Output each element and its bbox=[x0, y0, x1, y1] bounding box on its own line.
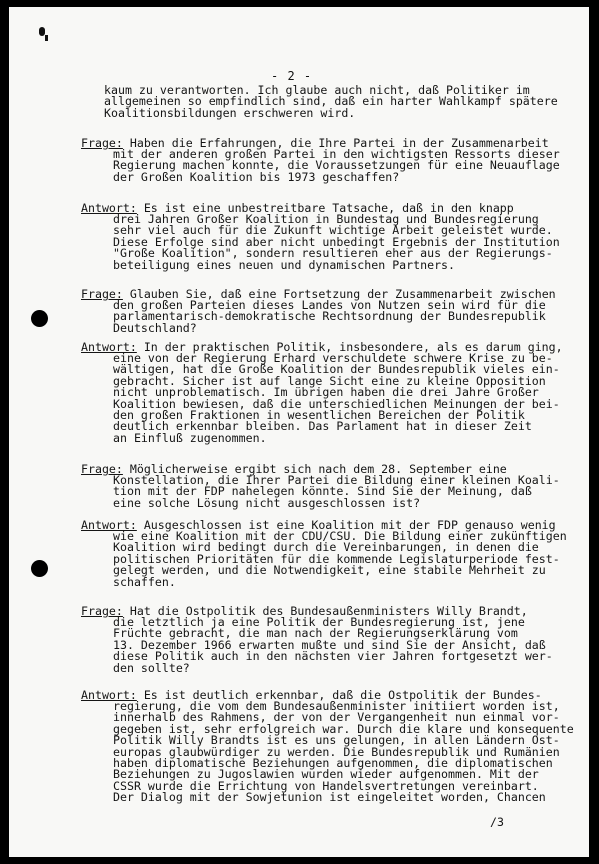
answer-label: Antwort: bbox=[81, 340, 137, 354]
page-number: - 2 - bbox=[271, 69, 313, 83]
answer-label: Antwort: bbox=[81, 201, 137, 215]
question-text: den großen Parteien dieses Landes von Nutzen sein wird für die parlamentarisch-demokratische Rechtsordnung der Bundesrepublik Deutschland? bbox=[113, 298, 546, 335]
document-page: - 2 - kaum zu verantworten. Ich glaube auch nicht, daß Politiker im allgemeinen so empfindlich sind, daß ein harter Wahlkampf spätere Koalitionsbildungen erschweren wird. Frage: Haben die Erfahrungen, die Ihre Partei in der Zusammenarbeit mit der anderen großen Partei in den wichtigsten Ressorts dieser Regierung machen konnte, die Voraussetzungen für eine Neuauflage der Großen Koalition bis 1973 geschaffen? Antwort: Es ist eine unbestreitbare Tatsache, daß in den knapp drei Jahren Großer Koalition in Bundestag und Bundesregierung sehr viel auch für die Zukunft wichtige Arbeit geleistet wurde. Diese Erfolge sind aber nicht unbedingt Ergebnis der Institution "Große Koalition", sondern resultieren eher aus der Regierungs- beteiligung eines neuen und dynamischen Partners. Frage: Glauben Sie, daß eine Fortsetzung der Zusammenarbeit zwischen den großen Parteien dieses Landes von Nutzen sein wird für die parlamentarisch-demokratische Rechtsordnung der Bundesrepublik Deutschland? Antwort: In der praktischen Politik, insbesondere, als es darum ging, eine von der Regierung Erhard verschuldete schwere Krise zu be- wältigen, hat die Große Koalition der Bundesrepublik vieles ein- gebracht. Sicher ist auf lange Sicht eine zu kleine Opposition nicht unproblematisch. Im übrigen haben die drei Jahre Großer Koalition bewiesen, daß die unterschiedlichen Meinungen der bei- den großen Fraktionen in wesentlichen Bereichen der Politik deutlich erkennbar bleiben. Das Parlament hat in dieser Zeit an Einfluß zugenommen. Frage: Möglicherweise ergibt sich nach dem 28. September eine Konstellation, die Ihrer Partei die Bildung einer kleinen Koali- tion mit der FDP nahelegen könnte. Sind Sie der Meinung, daß eine solche Lösung nicht ausgeschlossen ist? Antwort: Ausgeschlossen ist eine Koalition mit der FDP genauso wenig wie eine Koalition mit der CDU/CSU. Die Bildung einer zukünftigen Koalition wird bedingt durch die Vereinbarungen, in denen die politischen Prioritäten für die kommende Legislaturperiode fest- gelegt werden, und die Notwendigkeit, eine stabile Mehrheit zu schaffen. Frage: Hat die Ostpolitik des Bundesaußenministers Willy Brandt, die letztlich ja eine Politik der Bundesregierung ist, jene Früchte gebracht, die man nach der Regierungserklärung vom 13. Dezember 1966 erwarten mußte und sind Sie der Ansicht, daß diese Politik auch in den nächsten vier Jahren fortgesetzt wer- den sollte? Antwort: Es ist deutlich erkennbar, daß die Ostpolitik der Bundes- regierung, die vom dem Bundesaußenminister initiiert worden ist, innerhalb des Rahmens, der von der Vergangenheit nun einmal vor- gegeben ist, sehr erfolgreich war. Durch die klare und konsequente Politik Willy Brandts ist es uns gelungen, in allen Ländern Ost- europas glaubwürdiger zu werden. Die Bundesrepublik und Rumänien haben diplomatische Beziehungen aufgenommen, die diplomatischen Beziehungen zu Jugoslawien wurden wieder aufgenommen. Mit der CSSR wurde die Errichtung von Handelsvertretungen vereinbart. Der Dialog mit der Sowjetunion ist eingeleitet worden, Chancen /3 bbox=[9, 7, 589, 857]
question-text: mit der anderen großen Partei in den wichtigsten Ressorts dieser Regierung machen konnte, die Voraussetzungen für eine Neuauflage der Großen Koalition bis 1973 geschaffen? bbox=[113, 147, 560, 184]
answer-text: drei Jahren Großer Koalition in Bundestag und Bundesregierung sehr viel auch für die Zukunft wichtige Arbeit geleistet wurde. Diese Erfolge sind aber nicht unbedingt Ergebnis der Institution "Große Koalition", sondern resultieren eher aus der Regierungs- beteiligung eines neuen und dynamischen Partners. bbox=[113, 212, 560, 272]
question-label: Frage: bbox=[81, 604, 123, 618]
answer-text: regierung, die vom dem Bundesaußenminister initiiert worden ist, innerhalb des Rahmens, der von der Vergangenheit nun einmal vor- gegeben ist, sehr erfolgreich war. Durch die klare und konsequente Politik Willy Brandts ist es uns gelungen, in allen Ländern Ost- europas glaubwürdiger zu werden. Die Bundesrepublik und Rumänien haben diplomatische Beziehungen aufgenommen, die diplomatischen Beziehungen zu Jugoslawien wurden wieder aufgenommen. Mit der CSSR wurde die Errichtung von Handelsvertretungen vereinbart. Der Dialog mit der Sowjetunion ist eingeleitet worden, Chancen bbox=[113, 699, 574, 805]
question-label: Frage: bbox=[81, 462, 123, 476]
intro-paragraph: kaum zu verantworten. Ich glaube auch nicht, daß Politiker im allgemeinen so empfindlich sind, daß ein harter Wahlkampf spätere Koalitionsbildungen erschweren wird. bbox=[104, 83, 558, 120]
answer-text: wie eine Koalition mit der CDU/CSU. Die Bildung einer zukünftigen Koalition wird bedingt durch die Vereinbarungen, in denen die politischen Prioritäten für die kommende Legislaturperiode fest- gelegt werden, und die Notwendigkeit, eine stabile Mehrheit zu schaffen. bbox=[113, 529, 567, 589]
question-text: die letztlich ja eine Politik der Bundesregierung ist, jene Früchte gebracht, die man nach der Regierungserklärung vom 13. Dezember 1966 erwarten mußte und sind Sie der Ansicht, daß diese Politik auch in den nächsten vier Jahren fortgesetzt wer- den sollte? bbox=[113, 615, 553, 675]
question-label: Frage: bbox=[81, 136, 123, 150]
scan-speck bbox=[45, 35, 48, 41]
question-text: Konstellation, die Ihrer Partei die Bildung einer kleinen Koali- tion mit der FDP nahelegen könnte. Sind Sie der Meinung, daß eine solche Lösung nicht ausgeschlossen ist? bbox=[113, 473, 560, 510]
answer-label: Antwort: bbox=[81, 688, 137, 702]
punch-hole bbox=[31, 310, 48, 327]
answer-text: eine von der Regierung Erhard verschuldete schwere Krise zu be- wältigen, hat die Große Koalition der Bundesrepublik vieles ein- gebracht. Sicher ist auf lange Sicht eine zu kleine Opposition nicht unproblematisch. Im übrigen haben die drei Jahre Großer Koalition bewiesen, daß die unterschiedlichen Meinungen der bei- den großen Fraktionen in wesentlichen Bereichen der Politik deutlich erkennbar bleiben. Das Parlament hat in dieser Zeit an Einfluß zugenommen. bbox=[113, 351, 560, 445]
answer-label: Antwort: bbox=[81, 518, 137, 532]
punch-hole bbox=[31, 560, 48, 577]
continuation-marker: /3 bbox=[490, 815, 504, 829]
question-label: Frage: bbox=[81, 287, 123, 301]
